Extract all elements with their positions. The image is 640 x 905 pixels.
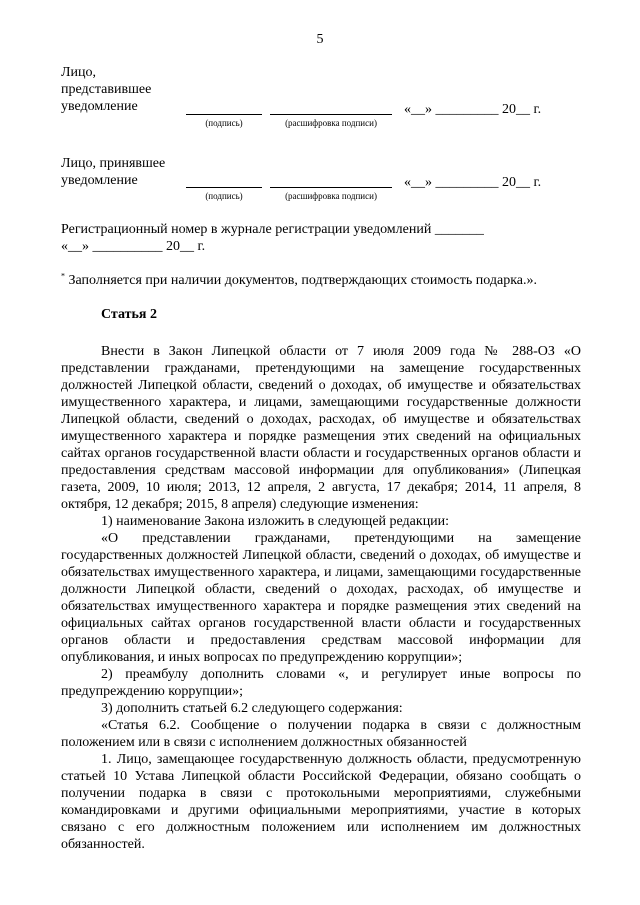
paragraph-article-6-2-title: «Статья 6.2. Сообщение о получении подарка в связи с должностным положением или в связи с исполнением должностных обязанностей	[61, 718, 581, 750]
paragraph-item-2: 2) преамбулу дополнить словами «, и регулирует иные вопросы по предупреждению коррупции»;	[61, 667, 581, 699]
receiver-signature-line	[186, 187, 262, 188]
submitter-label-line-1: Лицо,	[61, 65, 96, 80]
submitter-signature-line	[186, 114, 262, 115]
receiver-decode-line	[270, 187, 392, 188]
paragraph-article-6-2-point-1: 1. Лицо, замещающее государственную должность области, предусмотренную статьей 10 Устава Липецкой области Российской Федерации, обязано сообщать о получении подарка в связи с протокольными мероприятиями, служебными командировками и другими официальными мероприятиями, участие в которых связано с его должностным положением или исполнением им должностных обязанностей.	[61, 752, 581, 852]
submitter-label-line-2: представившее	[61, 82, 152, 97]
receiver-label-line-1: Лицо, принявшее	[61, 156, 166, 171]
footnote	[61, 272, 537, 289]
submitter-decode-line	[270, 114, 392, 115]
registration-date-line: «__» __________ 20__ г.	[61, 239, 206, 254]
footnote-text: Заполняется при наличии документов, подтверждающих стоимость подарка.».	[68, 273, 538, 288]
receiver-label-line-2: уведомление	[61, 173, 138, 188]
paragraph-intro: Внести в Закон Липецкой области от 7 июля 2009 года № 288-ОЗ «О представлении гражданами, претендующими на замещение государственных должностей Липецкой области, сведений о доходах, об имуществе и обязательствах имущественного характера, и лицами, замещающими государственные должности Липецкой области, сведений о доходах, расходах, об имуществе и обязательствах имущественного характера и порядке размещения этих сведений на официальных сайтах органов государственной власти области и государственных органов области и предоставления средствам массовой информации для опубликования» (Липецкая газета, 2009, 10 июля; 2013, 12 апреля, 2 августа, 17 декабря; 2014, 11 апреля, 8 октября, 12 декабря; 2015, 8 апреля) следующие изменения:	[61, 344, 581, 512]
page-number: 5	[316, 32, 324, 47]
submitter-date: «__» _________ 20__ г.	[404, 102, 542, 117]
paragraph-item-3: 3) дополнить статьей 6.2 следующего содержания:	[101, 701, 403, 716]
submitter-signature-caption: (подпись)	[205, 118, 243, 128]
submitter-label-line-3: уведомление	[61, 99, 138, 114]
submitter-decode-caption: (расшифровка подписи)	[285, 118, 377, 128]
paragraph-item-1: 1) наименование Закона изложить в следующей редакции:	[101, 514, 450, 529]
registration-number-line: Регистрационный номер в журнале регистрации уведомлений _______	[61, 222, 484, 237]
paragraph-law-title: «О представлении гражданами, претендующими на замещение государственных должностей Липецкой области, сведений о доходах, об имуществе и обязательствах имущественного характера, и лицами, замещающими государственные должности Липецкой области, сведений о доходах, расходах, об имуществе и обязательствах имущественного характера и порядке размещения этих сведений на официальных сайтах органов государственной власти области и государственных органов области и предоставления средствам массовой информации для опубликования, и иных вопросах по предупреждению коррупции»;	[61, 531, 581, 665]
receiver-date: «__» _________ 20__ г.	[404, 175, 542, 190]
footnote-marker: *	[61, 271, 65, 281]
receiver-signature-caption: (подпись)	[205, 191, 243, 201]
receiver-decode-caption: (расшифровка подписи)	[285, 191, 377, 201]
article-body	[61, 343, 581, 853]
article-heading: Статья 2	[101, 307, 157, 322]
